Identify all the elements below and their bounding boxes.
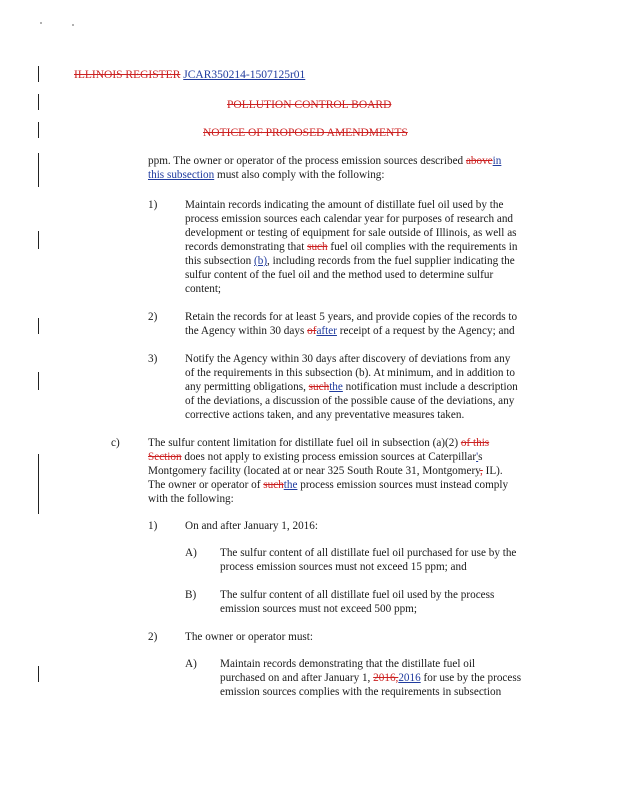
c1-number: 1) (148, 520, 158, 532)
item-text: purchased on and after January 1, (220, 672, 374, 684)
c1-b-line: The sulfur content of all distillate fuel oil used by the process (220, 589, 495, 601)
section-c-line (148, 437, 489, 451)
item-1-line: content; (185, 283, 222, 295)
item-text: records demonstrating that (185, 241, 308, 253)
change-bar (38, 454, 39, 514)
item-text: notification must include a description (342, 381, 518, 393)
item-text: for use by the process (420, 672, 522, 684)
inserted-text: in (492, 155, 502, 167)
change-bar (38, 153, 39, 187)
board-title: POLLUTION CONTROL BOARD (227, 99, 392, 111)
section-text: does not apply to existing process emission sources at Caterpillar (181, 451, 477, 463)
deleted-text: , (480, 465, 483, 477)
inserted-text: ' (476, 451, 479, 463)
c1-a-line: The sulfur content of all distillate fuel oil purchased for use by the (220, 547, 517, 559)
item-3-line: of the deviations, a discussion of the possible cause of the deviations, any (185, 395, 515, 407)
item-text: any permitting obligations, (185, 381, 309, 393)
item-1-number: 1) (148, 199, 158, 211)
item-3-line: of the requirements in this subsection (b). At minimum, and in addition to (185, 367, 515, 379)
scan-speck (40, 22, 42, 24)
c2-a-line: emission sources complies with the requirements in subsection (220, 686, 502, 698)
inserted-text: (b) (254, 255, 268, 267)
section-c-line (148, 479, 508, 493)
scan-speck (72, 24, 74, 26)
notice-title: NOTICE OF PROPOSED AMENDMENTS (203, 127, 408, 139)
section-c-line (148, 451, 483, 465)
c1-a-line: process emission sources must not exceed 15 ppm; and (220, 561, 467, 573)
deleted-text: 2016, (373, 672, 399, 684)
section-text: s (478, 451, 483, 463)
register-header (74, 68, 305, 82)
section-text: process emission sources must instead comply (297, 479, 509, 491)
item-1-line (185, 255, 515, 269)
item-3-number: 3) (148, 353, 158, 365)
change-bar (38, 122, 39, 138)
change-bar (38, 372, 39, 390)
change-bar (38, 231, 39, 249)
deleted-text: of this (460, 437, 490, 449)
item-text: this subsection (185, 255, 254, 267)
item-3-line: Notify the Agency within 30 days after discovery of deviations from any (185, 353, 511, 365)
intro-text: must also comply with the following: (214, 169, 385, 181)
item-text: the Agency within 30 days (185, 325, 308, 337)
item-1-line: development or testing of equipment for sale outside of Illinois, as well as (185, 227, 517, 239)
item-2-line: Retain the records for at least 5 years, and provide copies of the records to (185, 311, 518, 323)
intro-line-2 (148, 169, 385, 183)
intro-text: ppm. The owner or operator of the process emission sources described (148, 155, 466, 167)
deleted-text: of (307, 325, 317, 337)
inserted-text: this subsection (148, 169, 215, 181)
item-3-line (185, 381, 518, 395)
deleted-text: such (263, 479, 284, 491)
section-text: The sulfur content limitation for distillate fuel oil in subsection (a)(2) (148, 437, 461, 449)
deleted-text: such (308, 381, 330, 393)
inserted-text: the (329, 381, 343, 393)
c1-a-label: A) (185, 547, 197, 559)
c1-b-label: B) (185, 589, 197, 601)
section-c-line: with the following: (148, 493, 234, 505)
change-bar (38, 318, 39, 334)
item-2-number: 2) (148, 311, 158, 323)
item-text: receipt of a request by the Agency; and (336, 325, 515, 337)
item-2-line (185, 325, 515, 339)
section-c-line (148, 465, 503, 479)
section-text: IL). (482, 465, 503, 477)
c2-a-label: A) (185, 658, 197, 670)
section-text: The owner or operator of (148, 479, 264, 491)
item-3-line: corrective actions taken, and any preventative measures taken. (185, 409, 465, 421)
c1-b-line: emission sources must not exceed 500 ppm; (220, 603, 417, 615)
item-1-line: Maintain records indicating the amount of distillate fuel oil used by the (185, 199, 504, 211)
change-bar (38, 666, 39, 682)
item-1-line (185, 241, 517, 255)
item-1-line: sulfur content of the fuel oil and the method used to determine sulfur (185, 269, 494, 281)
c2-a-line (220, 672, 521, 686)
c1-text: On and after January 1, 2016: (185, 520, 318, 532)
inserted-text: 2016 (398, 672, 421, 684)
change-bar (38, 66, 39, 82)
deleted-text: Section (148, 451, 182, 463)
section-text: Montgomery facility (located at or near 325 South Route 31, Montgomery (148, 465, 481, 477)
item-text: fuel oil complies with the requirements in (327, 241, 518, 253)
intro-line-1 (148, 155, 501, 169)
c2-a-line: Maintain records demonstrating that the distillate fuel oil (220, 658, 476, 670)
deleted-text: such (307, 241, 328, 253)
inserted-text: the (283, 479, 298, 491)
item-text: , including records from the fuel supplier indicating the (267, 255, 515, 267)
inserted-text: after (316, 325, 337, 337)
c2-number: 2) (148, 631, 158, 643)
item-1-line: process emission sources each calendar year for purposes of research and (185, 213, 514, 225)
change-bar (38, 94, 39, 110)
jcar-code: JCAR350214-1507125r01 (183, 69, 306, 81)
deleted-text: above (465, 155, 493, 167)
section-c-label: c) (111, 437, 120, 449)
register-name-struck: ILLINOIS REGISTER (74, 69, 181, 81)
c2-text: The owner or operator must: (185, 631, 313, 643)
